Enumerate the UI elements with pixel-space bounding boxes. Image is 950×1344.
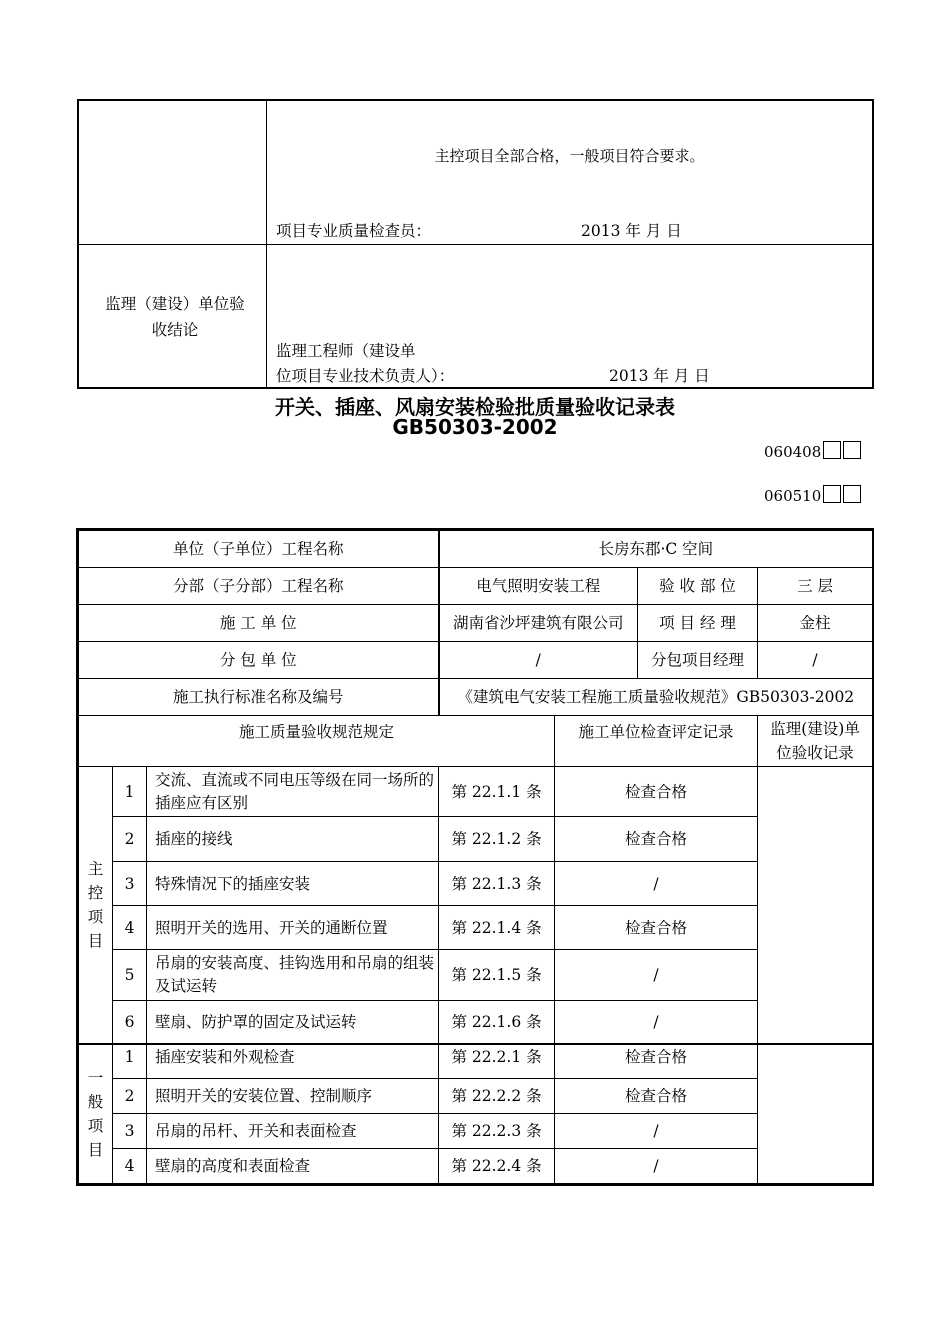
main-supervision-record (758, 767, 873, 1044)
main-item-row (79, 906, 873, 950)
sub-value: 电气照明安装工程 (439, 568, 638, 605)
column-header-row (79, 716, 873, 767)
form-title: 开关、插座、风扇安装检验批质量验收记录表 (275, 395, 675, 419)
item-no: 3 (113, 862, 147, 906)
standard-label: 施工执行标准名称及编号 (79, 679, 439, 716)
header-row-unit (79, 531, 873, 568)
item-no: 1 (113, 767, 147, 817)
item-clause: 第 22.1.4 条 (439, 906, 555, 950)
item-result: 检查合格 (555, 1079, 758, 1114)
record-table-wrap (76, 528, 874, 1186)
inspection-conclusion: 主控项目全部合格，一般项目符合要求。 (434, 147, 705, 165)
item-clause: 第 22.1.3 条 (439, 862, 555, 906)
manager-value: 金柱 (758, 605, 873, 642)
main-group-label (79, 767, 113, 1044)
item-desc: 吊扇的吊杆、开关和表面检查 (147, 1114, 439, 1149)
checkbox[interactable] (843, 485, 861, 503)
main-item-row (79, 817, 873, 862)
item-no: 4 (113, 1149, 147, 1184)
item-desc: 壁扇、防护罩的固定及试运转 (147, 1001, 439, 1044)
item-desc: 插座安装和外观检查 (147, 1044, 439, 1079)
header-row-subcontractor (79, 642, 873, 679)
subcontractor-value: / (439, 642, 638, 679)
item-result: / (555, 862, 758, 906)
item-desc: 特殊情况下的插座安装 (147, 862, 439, 906)
part-value: 三 层 (758, 568, 873, 605)
general-group-text: 一般项目 (87, 1068, 104, 1159)
item-desc: 照明开关的选用、开关的通断位置 (147, 906, 439, 950)
header-row-sub (79, 568, 873, 605)
item-clause: 第 22.2.1 条 (439, 1044, 555, 1079)
main-item-row (79, 767, 873, 817)
checkbox[interactable] (823, 441, 841, 459)
unit-value: 长房东郡·C 空间 (439, 531, 873, 568)
item-no: 4 (113, 906, 147, 950)
item-desc: 插座的接线 (147, 817, 439, 862)
item-result: / (555, 950, 758, 1001)
item-result: 检查合格 (555, 767, 758, 817)
check-header: 施工单位检查评定记录 (555, 716, 758, 767)
top-section (77, 99, 874, 389)
engineer-date: 2013 年 月 日 (609, 367, 710, 385)
main-item-row (79, 950, 873, 1001)
checkbox[interactable] (823, 485, 841, 503)
item-clause: 第 22.1.2 条 (439, 817, 555, 862)
item-result: / (555, 1001, 758, 1044)
code-value: 060510 (764, 487, 822, 505)
code-value: 060408 (764, 443, 822, 461)
item-no: 2 (113, 817, 147, 862)
inspector-date: 2013 年 月 日 (581, 222, 682, 240)
form-code: GB50303-2002 (392, 415, 558, 439)
sub-manager-label: 分包项目经理 (638, 642, 758, 679)
item-no: 3 (113, 1114, 147, 1149)
supervision-header: 监理(建设)单位验收记录 (758, 716, 873, 767)
subcontractor-label: 分 包 单 位 (79, 642, 439, 679)
supervision-label: 监理（建设）单位验收结论 (105, 295, 245, 339)
standard-value: 《建筑电气安装工程施工质量验收规范》GB50303-2002 (439, 679, 873, 716)
item-result: / (555, 1114, 758, 1149)
unit-label: 单位（子单位）工程名称 (79, 531, 439, 568)
general-item-row (79, 1044, 873, 1079)
code-060510 (764, 485, 861, 507)
item-result: 检查合格 (555, 1044, 758, 1079)
sub-manager-value: / (758, 642, 873, 679)
checkbox[interactable] (843, 441, 861, 459)
main-item-row (79, 1001, 873, 1044)
record-table (78, 530, 873, 1184)
item-clause: 第 22.2.3 条 (439, 1114, 555, 1149)
main-item-row (79, 862, 873, 906)
code-060408 (764, 441, 861, 463)
top-divider-horizontal (79, 244, 872, 245)
manager-label: 项 目 经 理 (638, 605, 758, 642)
part-label: 验 收 部 位 (638, 568, 758, 605)
general-item-row (79, 1149, 873, 1184)
engineer-label-line1: 监理工程师（建设单 (276, 342, 416, 360)
item-desc: 吊扇的安装高度、挂钩选用和吊扇的组装及试运转 (147, 950, 439, 1001)
header-row-standard (79, 679, 873, 716)
general-item-row (79, 1114, 873, 1149)
item-clause: 第 22.2.2 条 (439, 1079, 555, 1114)
item-no: 5 (113, 950, 147, 1001)
item-desc: 交流、直流或不同电压等级在同一场所的插座应有区别 (147, 767, 439, 817)
item-clause: 第 22.2.4 条 (439, 1149, 555, 1184)
inspector-label: 项目专业质量检查员： (276, 222, 432, 240)
general-item-row (79, 1079, 873, 1114)
item-result: 检查合格 (555, 817, 758, 862)
item-result: / (555, 1149, 758, 1184)
item-no: 2 (113, 1079, 147, 1114)
general-group-label (79, 1044, 113, 1184)
engineer-label-line2: 位项目专业技术负责人）： (276, 367, 455, 385)
general-supervision-record (758, 1044, 873, 1184)
item-clause: 第 22.1.6 条 (439, 1001, 555, 1044)
item-clause: 第 22.1.5 条 (439, 950, 555, 1001)
item-no: 6 (113, 1001, 147, 1044)
spec-header: 施工质量验收规范规定 (79, 716, 555, 767)
contractor-value: 湖南省沙坪建筑有限公司 (439, 605, 638, 642)
contractor-label: 施 工 单 位 (79, 605, 439, 642)
item-desc: 照明开关的安装位置、控制顺序 (147, 1079, 439, 1114)
item-clause: 第 22.1.1 条 (439, 767, 555, 817)
main-group-text: 主控项目 (87, 859, 104, 950)
item-result: 检查合格 (555, 906, 758, 950)
sub-label: 分部（子分部）工程名称 (79, 568, 439, 605)
item-desc: 壁扇的高度和表面检查 (147, 1149, 439, 1184)
header-row-contractor (79, 605, 873, 642)
item-no: 1 (113, 1044, 147, 1079)
